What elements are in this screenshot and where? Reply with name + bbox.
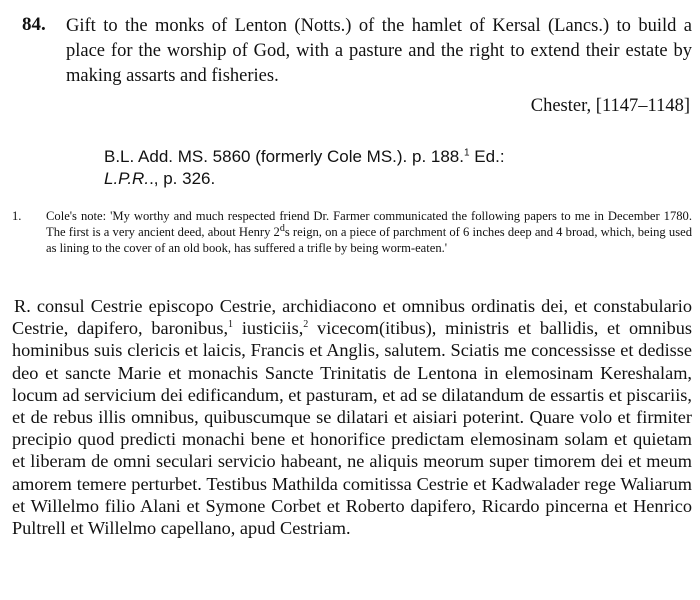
manuscript-reference: B.L. Add. MS. 5860 (formerly Cole MS.). p. 188. [104, 147, 464, 166]
note-ref-2: 2 [303, 319, 309, 331]
edition-title: L.P.R. [104, 169, 150, 188]
charter-summary: Gift to the monks of Lenton (Notts.) of the hamlet of Kersal (Lancs.) to build a place for the worship of God, with a pasture and the right to extend their estate by making assarts and fisheries. [66, 16, 692, 86]
place-and-date [531, 96, 690, 117]
footnote-text-end: s reign, on a piece of parchment of 6 inches deep and 4 broad, which, being used as lining to the cover of an old book, has suffered a trifle by being worm-eaten.' [46, 225, 692, 255]
footnote-number: 1. [12, 209, 22, 223]
date-bracket-close: ] [683, 96, 690, 116]
text-part-1: R. consul Cestrie episcopo Cestrie, archidiacono et omnibus ordinatis dei, et constabulario Cestrie, dapifero, baronibus, [12, 296, 692, 339]
text-part-3: vicecom(itibus), ministris et ballidis, et omnibus hominibus suis clericis et laicis, Francis et Anglis, salutem. Sciatis me concessisse et dedisse deo et sancte Marie et monachis Sancte Trinitatis de Lentona in elemosinam Kereshalam, locum ad servicium dei edificandum, et pasturam, et ad se dilatandum de essartis et piscariis, et de rebus illis omnibus, quibuscumque se dilatari et aisiari poterint. Quare volo et firmiter precipio quod predicti monachi bene et honorifice predictam elemosinam solam et quietam et liberam de omni seculari servicio habeant, ne aliquis meorum super timorem dei et meum amorem temere perturbet. Testibus Mathilda comitissa Cestrie et Kadwalader rege Waliarum et Willelmo filio Alani et Symone Corbet et Roberto dapifero, Ricardo pincerna et Henrico Pultrell et Willelmo capellano, apud Cestriam. [12, 318, 692, 539]
charter-date: 1147–1148 [601, 96, 684, 116]
text-part-2: iusticiis, [233, 318, 304, 339]
source-reference [104, 146, 624, 190]
edition-page: ., p. 326. [149, 169, 216, 188]
note-ref-1: 1 [228, 319, 234, 331]
footnote-text [46, 208, 692, 256]
footnote-marker: 1 [464, 147, 470, 159]
charter-latin-text [12, 295, 692, 539]
edition-label: Ed.: [474, 147, 505, 166]
date-bracket-open: [ [595, 96, 602, 116]
footnote-text-start: Cole's note: 'My worthy and much respected friend Dr. Farmer communicated the following papers to me in December 1780. The first is a very ancient deed, about Henry 2 [46, 209, 692, 239]
charter-paragraph [12, 295, 692, 539]
charter-place: Chester, [530, 96, 592, 116]
footnote-superscript: d [279, 222, 285, 234]
charter-number: 84. [22, 14, 46, 35]
